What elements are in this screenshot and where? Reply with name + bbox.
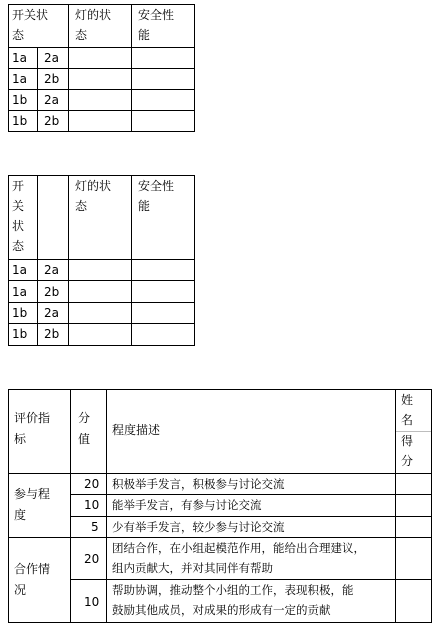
- cell-switch-b: 2b: [44, 327, 60, 341]
- grid-line: [194, 4, 195, 132]
- header-switch-state: 开关状: [12, 8, 49, 22]
- score-cell: 10: [84, 498, 100, 512]
- header-switch-state: 关: [12, 199, 25, 213]
- cell-switch-a: 1b: [12, 327, 28, 341]
- grid-line: [8, 4, 9, 132]
- cell-switch-a: 1b: [12, 114, 28, 128]
- header-switch-state: 开: [12, 179, 25, 193]
- cell-switch-b: 2a: [44, 306, 59, 320]
- description-cell: 团结合作，在小组起模范作用，能给出合理建议，: [112, 541, 365, 555]
- score-cell: 10: [84, 595, 100, 609]
- grid-line: [37, 47, 38, 132]
- grid-line: [8, 389, 9, 623]
- score-cell: 5: [91, 520, 99, 534]
- description-cell: 积极举手发言，积极参与讨论交流: [112, 477, 285, 491]
- header-score: 分: [78, 411, 91, 425]
- description-cell: 鼓励其他成员，对成果的形成有一定的贡献: [112, 603, 331, 617]
- header-indicator: 评价指: [14, 411, 51, 425]
- description-cell: 少有举手发言，较少参与讨论交流: [112, 520, 285, 534]
- header-light-state: 态: [75, 199, 88, 213]
- cell-switch-b: 2b: [44, 114, 60, 128]
- grid-line: [194, 175, 195, 346]
- cell-switch-b: 2a: [44, 263, 59, 277]
- score-cell: 20: [84, 477, 100, 491]
- cell-switch-b: 2b: [44, 72, 60, 86]
- cell-switch-a: 1a: [12, 51, 27, 65]
- grid-line: [131, 175, 132, 346]
- header-switch-state: 态: [12, 28, 25, 42]
- grid-line: [131, 4, 132, 132]
- header-name-score: 分: [401, 454, 414, 468]
- header-light-state: 态: [75, 28, 88, 42]
- header-score: 值: [78, 432, 91, 446]
- grid-line: [68, 4, 69, 132]
- grid-line: [68, 175, 69, 346]
- header-name-score: 得: [401, 434, 414, 448]
- indicator-cooperation: 况: [14, 583, 27, 597]
- indicator-cooperation: 合作情: [14, 562, 51, 576]
- header-safety: 安全性: [138, 8, 175, 22]
- cell-switch-a: 1a: [12, 263, 27, 277]
- cell-switch-a: 1a: [12, 285, 27, 299]
- header-safety: 能: [138, 28, 151, 42]
- header-safety: 安全性: [138, 179, 175, 193]
- indicator-participation: 度: [14, 508, 27, 522]
- description-cell: 帮助协调，推动整个小组的工作，表现积极，能: [112, 583, 354, 597]
- cell-switch-b: 2a: [44, 51, 59, 65]
- cell-switch-b: 2b: [44, 285, 60, 299]
- header-name-score: 姓: [401, 393, 414, 407]
- header-switch-state: 状: [12, 219, 25, 233]
- header-switch-state: 态: [12, 239, 25, 253]
- description-cell: 能举手发言，有参与讨论交流: [112, 498, 262, 512]
- cell-switch-a: 1b: [12, 93, 28, 107]
- grid-line: [395, 389, 396, 623]
- header-name-score: 名: [401, 413, 414, 427]
- header-light-state: 灯的状: [75, 179, 112, 193]
- header-description: 程度描述: [112, 423, 161, 437]
- grid-line: [8, 389, 432, 390]
- grid-line: [106, 389, 107, 623]
- cell-switch-a: 1a: [12, 72, 27, 86]
- header-indicator: 标: [14, 432, 27, 446]
- cell-switch-a: 1b: [12, 306, 28, 320]
- score-cell: 20: [84, 552, 100, 566]
- cell-switch-b: 2a: [44, 93, 59, 107]
- header-light-state: 灯的状: [75, 8, 112, 22]
- grid-line: [8, 622, 432, 623]
- grid-line: [37, 175, 38, 346]
- grid-line: [70, 389, 71, 623]
- header-safety: 能: [138, 199, 151, 213]
- indicator-participation: 参与程: [14, 487, 51, 501]
- grid-line: [8, 175, 9, 346]
- grid-line: [431, 389, 432, 623]
- description-cell: 组内贡献大，并对其同伴有帮助: [112, 561, 273, 575]
